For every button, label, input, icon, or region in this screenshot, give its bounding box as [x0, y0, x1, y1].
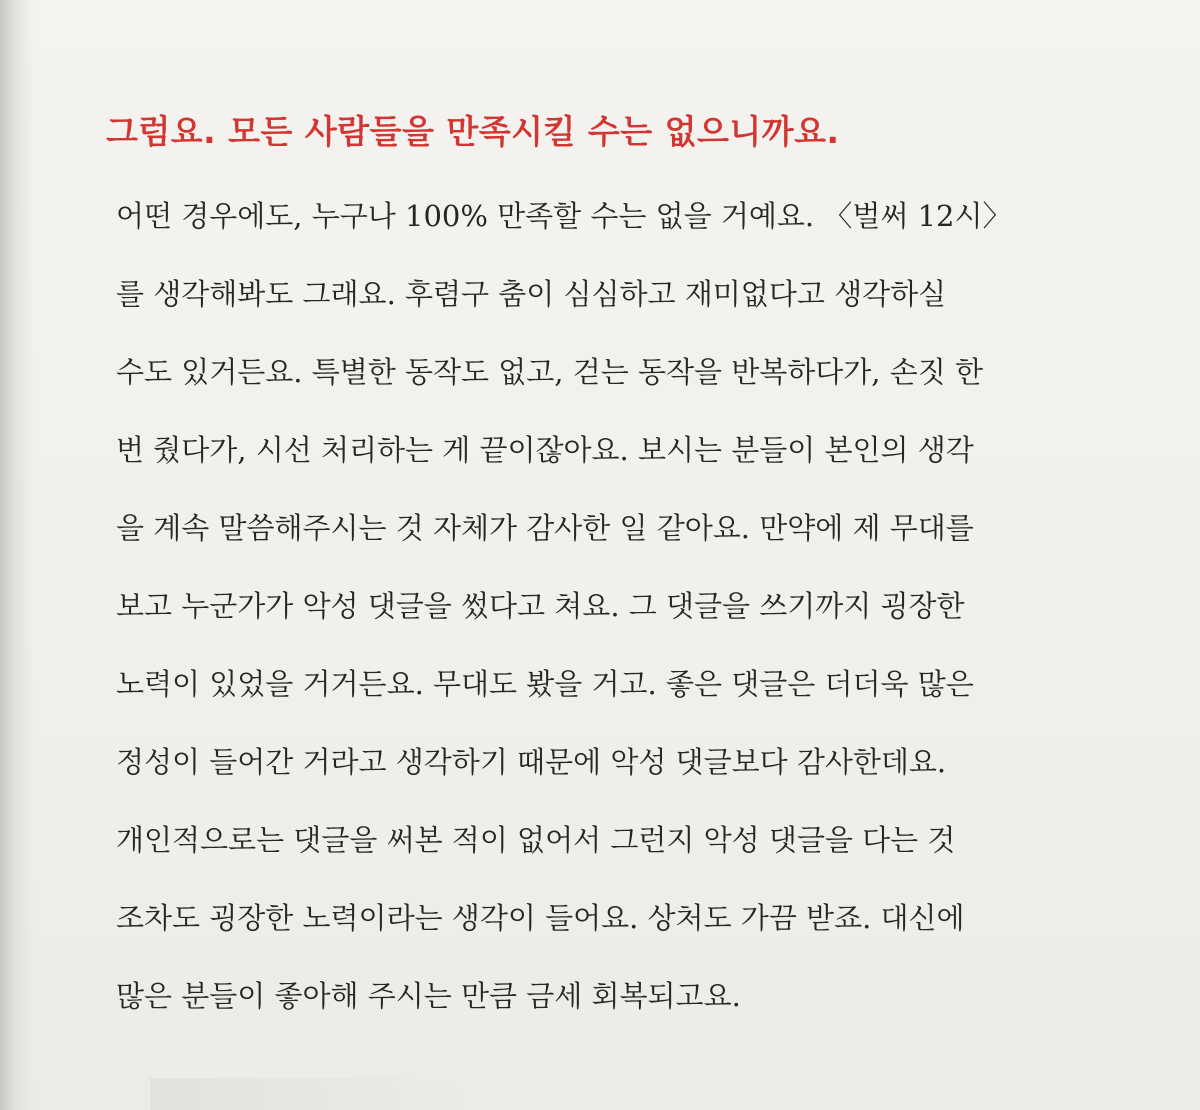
page-heading: 그럼요. 모든 사람들을 만족시킬 수는 없으니까요. — [106, 112, 840, 151]
body-line: 많은 분들이 좋아해 주시는 만큼 금세 회복되고요. — [116, 979, 741, 1013]
body-text — [116, 186, 1146, 1044]
body-line: 정성이 들어간 거라고 생각하기 때문에 악성 댓글보다 감사한데요. — [116, 745, 947, 779]
body-line: 을 계속 말씀해주시는 것 자체가 감사한 일 같아요. 만약에 제 무대를 — [116, 511, 974, 545]
body-line: 어떤 경우에도, 누구나 100% 만족할 수는 없을 거예요. 〈벌써 12시〉 — [116, 199, 1012, 233]
body-line: 조차도 굉장한 노력이라는 생각이 들어요. 상처도 가끔 받죠. 대신에 — [116, 901, 965, 935]
page-edge-shading — [150, 1078, 470, 1110]
body-line: 개인적으로는 댓글을 써본 적이 없어서 그런지 악성 댓글을 다는 것 — [116, 823, 956, 857]
body-line: 보고 누군가가 악성 댓글을 썼다고 쳐요. 그 댓글을 쓰기까지 굉장한 — [116, 589, 965, 623]
body-line: 수도 있거든요. 특별한 동작도 없고, 걷는 동작을 반복하다가, 손짓 한 — [116, 355, 983, 389]
page-gutter-shadow — [0, 0, 34, 1110]
body-line: 를 생각해봐도 그래요. 후렴구 춤이 심심하고 재미없다고 생각하실 — [116, 277, 947, 311]
body-line: 노력이 있었을 거거든요. 무대도 봤을 거고. 좋은 댓글은 더더욱 많은 — [116, 667, 974, 701]
body-line: 번 줬다가, 시선 처리하는 게 끝이잖아요. 보시는 분들이 본인의 생각 — [116, 433, 974, 467]
